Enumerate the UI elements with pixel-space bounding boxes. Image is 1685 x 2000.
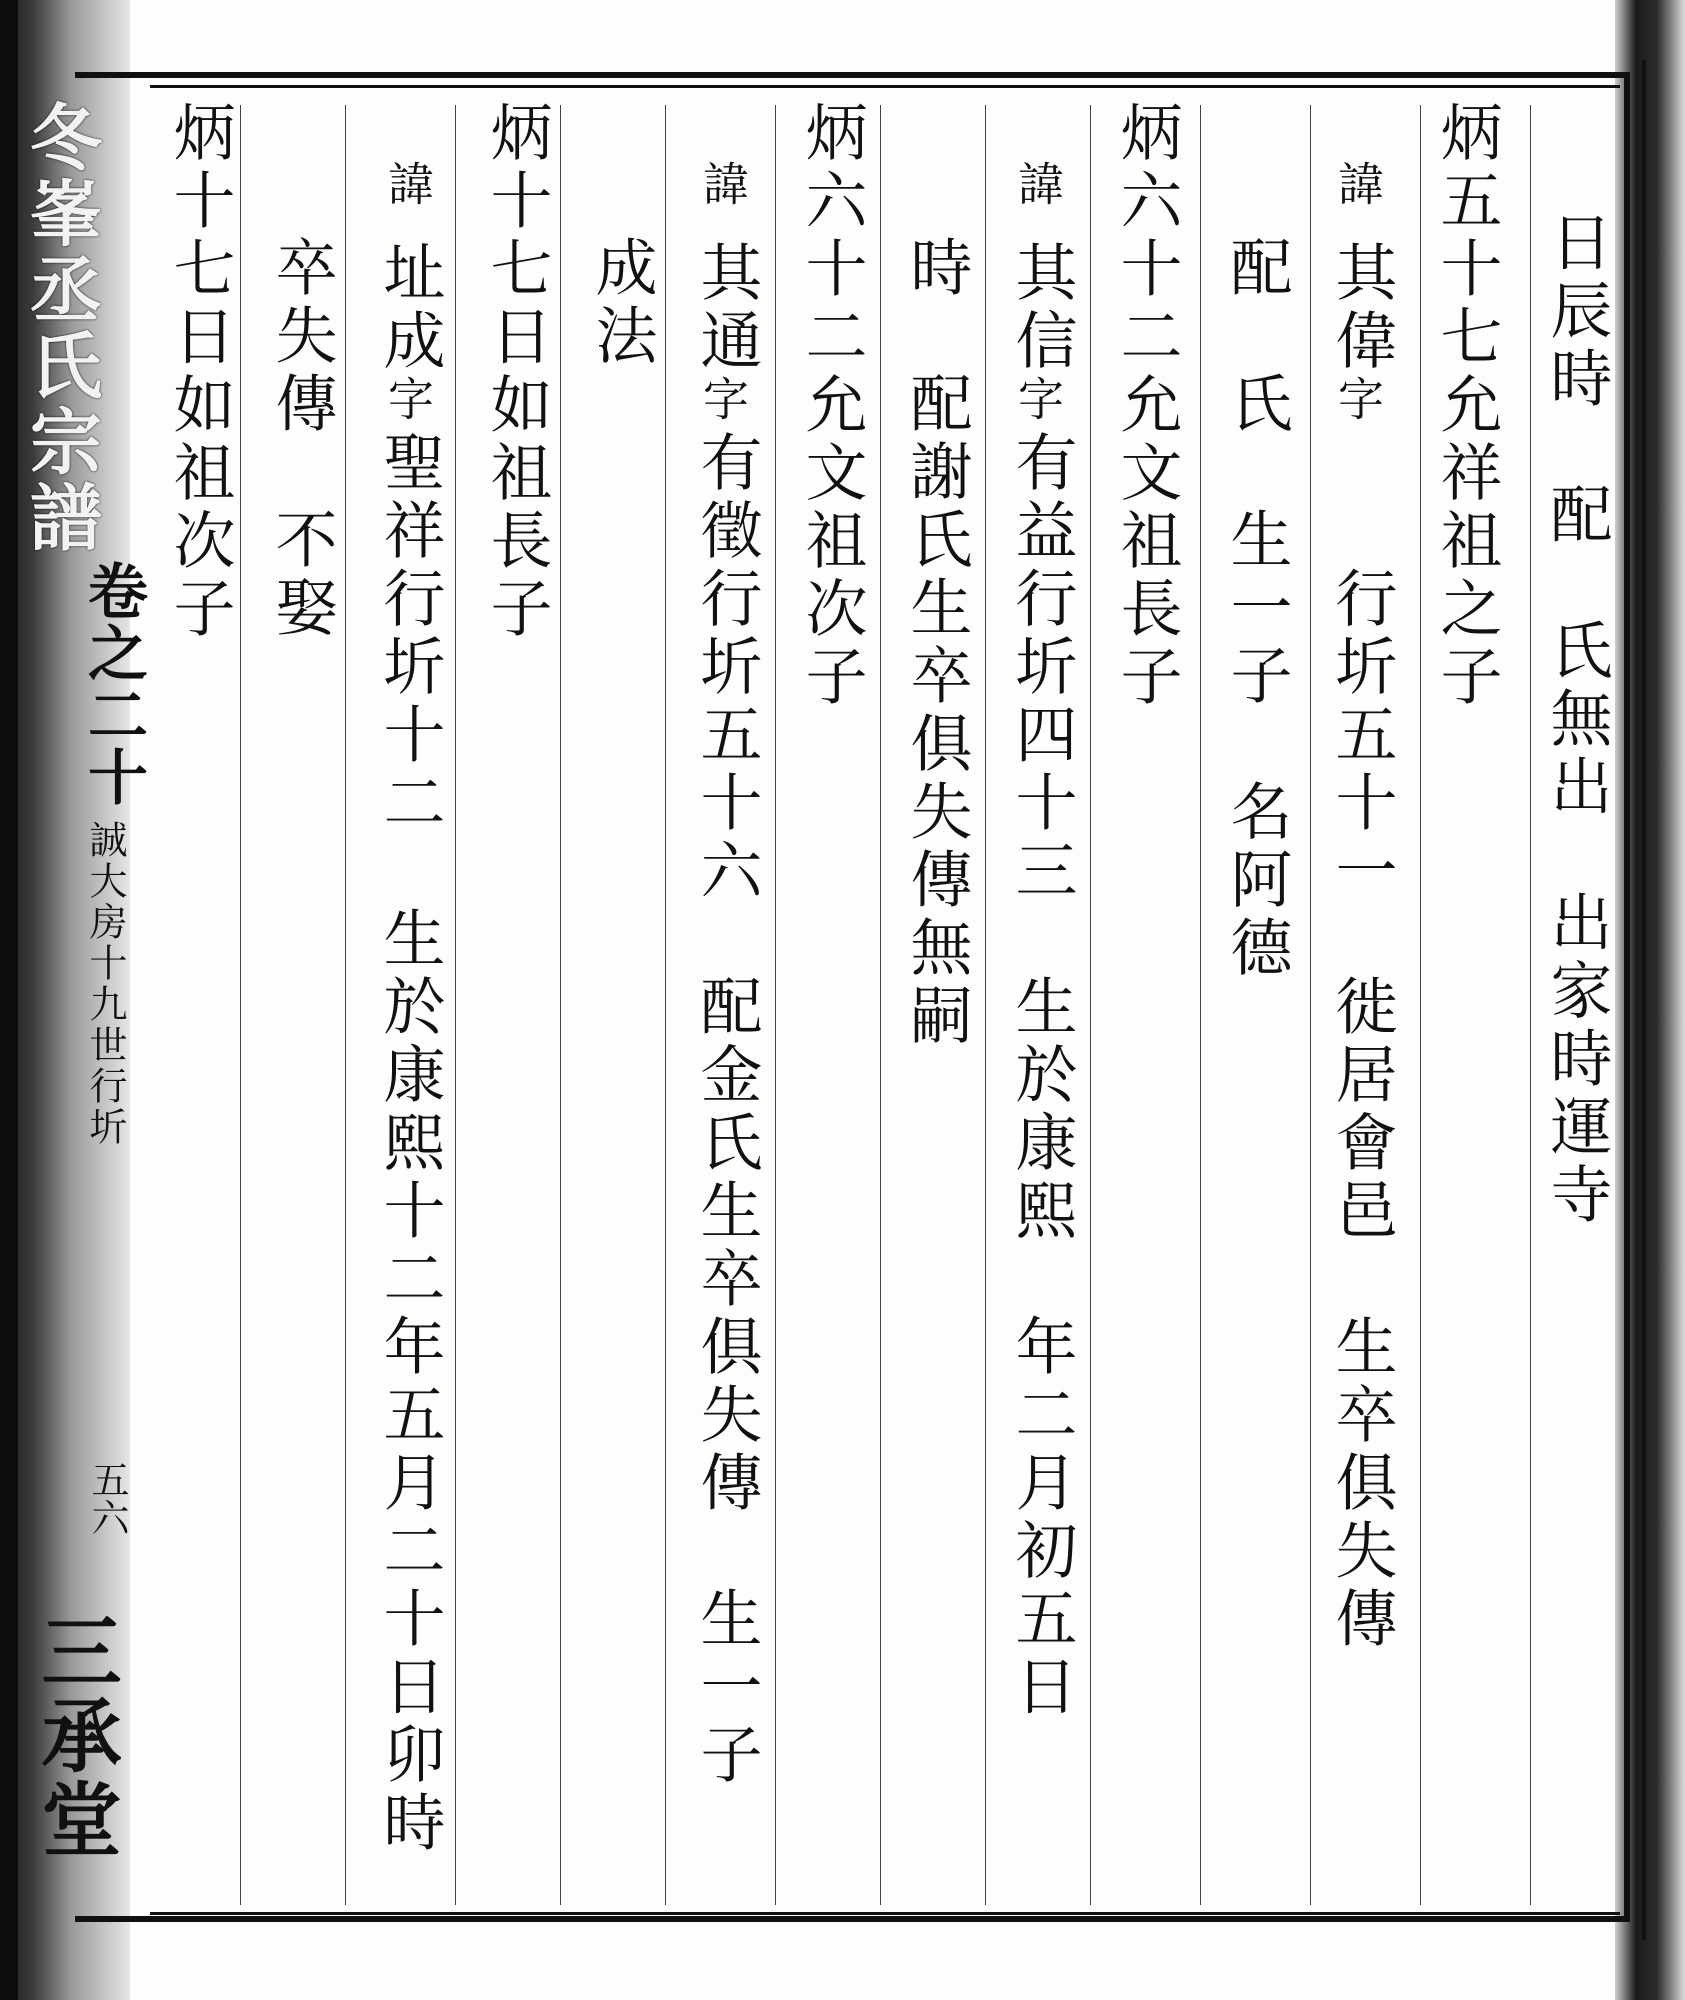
- column-rule: [560, 105, 561, 1905]
- text-frame: [150, 85, 1620, 1915]
- text-column: 有益行圻四十三 生於康熙 年二月初五日: [1005, 430, 1078, 1722]
- text-column: 炳五十七允祥祖之子: [1430, 100, 1503, 712]
- text-column: 日辰時 配 氏無出 出家時運寺: [1540, 210, 1613, 1230]
- text-column: 炳十七日如祖次子: [163, 100, 236, 644]
- column-rule: [880, 105, 881, 1905]
- text-column-label: 諱: [1331, 160, 1385, 212]
- column-rule: [1310, 105, 1311, 1905]
- text-column-label: 字: [1011, 375, 1065, 427]
- column-rule: [1530, 105, 1531, 1905]
- column-rule: [665, 105, 666, 1905]
- text-column: 卒失傳 不娶: [265, 235, 338, 643]
- text-column-label: 字: [696, 375, 750, 427]
- text-column: 聖祥行圻十二 生於康熙十二年五月二十日卯時: [373, 430, 446, 1858]
- genealogy-title: 冬峯丞氏宗譜: [18, 100, 103, 556]
- text-column: 其偉: [1325, 240, 1398, 376]
- right-border-line: [1642, 60, 1646, 1940]
- text-column: 時 配謝氏生卒俱失傳無嗣: [900, 235, 973, 1051]
- text-column-label: 字: [1331, 375, 1385, 427]
- text-column: 成法: [585, 235, 658, 371]
- text-column: 其信: [1005, 240, 1078, 376]
- text-column: 炳六十二允文祖次子: [795, 100, 868, 712]
- column-rule: [775, 105, 776, 1905]
- hall-name: 三承堂: [28, 1610, 122, 1862]
- text-column: 有徵行圻五十六 配金氏生卒俱失傳 生一子: [690, 430, 763, 1790]
- text-column: 炳六十二允文祖長子: [1110, 100, 1183, 712]
- text-column-label: 字: [381, 375, 435, 427]
- text-column: 址成: [373, 240, 446, 376]
- column-rule: [240, 105, 241, 1905]
- text-column-label: 諱: [1011, 160, 1065, 212]
- text-column: 行圻五十一 徙居會邑 生卒俱失傳: [1325, 430, 1398, 1654]
- volume-label: 卷之二十: [78, 560, 148, 808]
- text-column: 配 氏 生一子 名阿德: [1220, 235, 1293, 983]
- column-rule: [1090, 105, 1091, 1905]
- page-number: 五六: [85, 1460, 129, 1536]
- text-column: 炳十七日如祖長子: [480, 100, 553, 644]
- column-rule: [985, 105, 986, 1905]
- text-column-label: 諱: [696, 160, 750, 212]
- column-rule: [1420, 105, 1421, 1905]
- column-rule: [455, 105, 456, 1905]
- column-rule: [345, 105, 346, 1905]
- text-column: 其通: [690, 240, 763, 376]
- column-rule: [1200, 105, 1201, 1905]
- text-column-label: 諱: [381, 160, 435, 212]
- branch-label: 誠大房十九世行圻: [83, 820, 127, 1148]
